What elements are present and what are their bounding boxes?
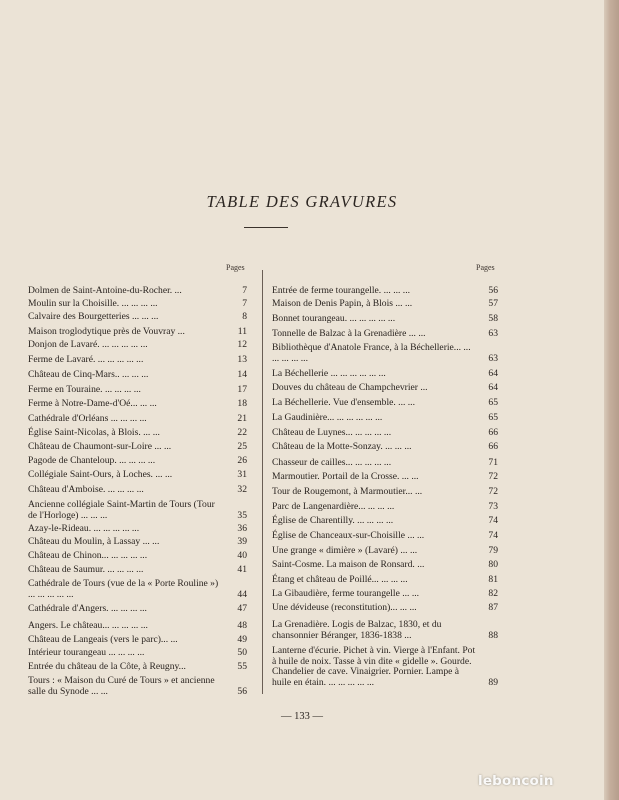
entry-title: Maison de Denis Papin, à Blois ... ... [272,298,413,309]
entry-page: 66 [488,441,498,452]
toc-entry [272,314,498,325]
toc-entry [28,442,247,453]
toc-entry [28,414,247,425]
entry-page: 35 [237,509,247,521]
toc-entry [28,428,247,439]
toc-entry [272,343,498,364]
toc-entry [28,648,247,659]
toc-entry [272,487,498,498]
page-number: — 133 — [281,711,323,722]
toc-entry [272,286,498,297]
entry-page: 8 [242,311,247,322]
entry-page: 14 [237,369,247,380]
entry-page: 87 [488,602,498,613]
entry-title: Douves du château de Champchevrier ... [272,382,428,393]
toc-entry [272,458,498,469]
entry-title: Moulin sur la Choisille. ... ... ... ... [28,298,158,309]
toc-entry [28,470,247,481]
entry-page: 25 [237,441,247,452]
entry-page: 26 [237,455,247,466]
toc-entry [28,537,247,548]
toc-entry [28,621,247,632]
entry-page: 74 [488,530,498,541]
entry-page: 65 [488,397,498,408]
pages-label-left: Pages [226,263,245,272]
toc-entry [272,398,498,409]
entry-page: 44 [237,588,247,600]
entry-page: 7 [242,285,247,296]
entry-title: Ferme de Lavaré. ... ... ... ... ... [28,354,144,365]
entry-page: 73 [488,501,498,512]
entry-title: Étang et château de Poillé... ... ... ... [272,574,408,585]
watermark: leboncoin [478,773,554,789]
toc-entry [28,299,247,310]
entry-title: Ferme en Touraine. ... ... ... ... [28,384,141,395]
entry-title: Château de Luynes... ... ... ... ... [272,427,392,438]
toc-entry [28,399,247,410]
entry-title: Château de Chinon... ... ... ... ... [28,550,148,561]
entry-title: Tour de Rougemont, à Marmoutier... ... [272,486,423,497]
entry-title: La Grenadière. Logis de Balzac, 1830, et du chansonnier Béranger, 1836-1838 ... [272,619,442,641]
toc-entry [28,312,247,323]
toc-entry [272,428,498,439]
toc-entry [272,620,498,641]
entry-title: Cathédrale d'Orléans ... ... ... ... [28,413,147,424]
entry-title: Angers. Le château... ... ... ... ... [28,620,148,631]
entry-page: 32 [237,484,247,495]
toc-entry [28,604,247,615]
entry-page: 11 [237,326,247,337]
entry-title: Bibliothèque d'Anatole France, à la Béchellerie... ... ... ... ... ... [272,342,471,364]
toc-entry [272,546,498,557]
entry-page: 63 [488,352,498,364]
toc-entry [272,502,498,513]
entry-page: 80 [488,559,498,570]
entry-page: 49 [237,634,247,645]
entry-title: La Béchellerie. Vue d'ensemble. ... ... [272,397,415,408]
entry-page: 41 [237,564,247,575]
entry-title: Parc de Langenardière... ... ... ... [272,501,395,512]
toc-entry [28,635,247,646]
entry-title: Une grange « dimière » (Lavaré) ... ... [272,545,418,556]
toc-entry [28,355,247,366]
entry-title: Cathédrale d'Angers. ... ... ... ... [28,603,147,614]
entry-title: Dolmen de Saint-Antoine-du-Rocher. ... [28,285,182,296]
entry-title: Saint-Cosme. La maison de Ronsard. ... [272,559,425,570]
entry-title: Église de Chanceaux-sur-Choisille ... ... [272,530,425,541]
entry-page: 31 [237,469,247,480]
column-divider [262,270,263,694]
book-edge [604,0,619,800]
entry-page: 50 [237,647,247,658]
entry-title: Château de Cinq-Mars.. ... ... ... [28,369,149,380]
entry-title: Château de Langeais (vers le parc)... ... [28,634,178,645]
entry-title: Chasseur de cailles... ... ... ... ... [272,457,392,468]
entry-title: Maison troglodytique près de Vouvray ... [28,326,185,337]
entry-page: 17 [237,384,247,395]
entry-title: Église de Charentilly. ... ... ... ... [272,515,394,526]
entry-page: 40 [237,550,247,561]
entry-title: Château d'Amboise. ... ... ... ... [28,484,144,495]
entry-page: 74 [488,515,498,526]
entry-page: 66 [488,427,498,438]
entry-page: 79 [488,545,498,556]
entry-page: 48 [237,620,247,631]
toc-entry [28,662,247,673]
entry-title: Une dévideuse (reconstitution)... ... ... [272,602,417,613]
entry-title: La Gibaudière, ferme tourangelle ... ... [272,588,420,599]
entry-title: La Gaudinière... ... ... ... ... ... [272,412,383,423]
toc-entry [272,299,498,310]
entry-page: 89 [488,676,498,688]
toc-entry [28,370,247,381]
toc-entry [28,676,247,697]
entry-title: Tours : « Maison du Curé de Tours » et ancienne salle du Synode ... ... [28,675,215,697]
title-rule [244,227,288,228]
entry-title: Château de Chaumont-sur-Loire ... ... [28,441,172,452]
entry-page: 56 [488,285,498,296]
entry-title: Lanterne d'écurie. Pichet à vin. Vierge à l'Enfant. Pot à huile de noix. Tasse à vin dite « gidelle ». Gourde. Chandelier de cave. Vinaigrier. Pornier. Lampe à huile en étain. ... ... ... ... ... [272,645,476,688]
entry-title: Ancienne collégiale Saint-Martin de Tours (Tour de l'Horloge) ... ... ... [28,499,215,521]
page-title: TABLE DES GRAVURES [206,192,398,211]
toc-entry [28,340,247,351]
toc-entry [272,383,498,394]
entry-title: Château du Moulin, à Lassay ... ... [28,536,160,547]
entry-page: 47 [237,603,247,614]
entry-page: 39 [237,536,247,547]
toc-entry [28,524,247,535]
entry-title: Château de Saumur. ... ... ... ... [28,564,144,575]
entry-page: 22 [237,427,247,438]
entry-page: 58 [488,313,498,324]
entry-page: 71 [488,457,498,468]
entry-title: Pagode de Chanteloup. ... ... ... ... [28,455,156,466]
toc-entry [28,565,247,576]
toc-entry [28,327,247,338]
entry-title: Entrée du château de la Côte, à Reugny... [28,661,186,672]
entry-page: 82 [488,588,498,599]
toc-entry [28,485,247,496]
entry-title: Cathédrale de Tours (vue de la « Porte Rouline ») ... ... ... ... ... [28,578,219,600]
entry-title: Château de la Motte-Sonzay. ... ... ... [272,441,412,452]
toc-entry [28,551,247,562]
entry-page: 57 [488,298,498,309]
toc-entry [28,385,247,396]
entry-title: Église Saint-Nicolas, à Blois. ... ... [28,427,160,438]
toc-entry [272,603,498,614]
toc-entry [28,286,247,297]
entry-title: Bonnet tourangeau. ... ... ... ... ... [272,313,396,324]
entry-page: 63 [488,328,498,339]
entry-title: Entrée de ferme tourangelle. ... ... ... [272,285,410,296]
entry-page: 21 [237,413,247,424]
toc-entry [272,442,498,453]
entry-title: Intérieur tourangeau ... ... ... ... [28,647,145,658]
entry-page: 72 [488,486,498,497]
entry-page: 88 [488,629,498,641]
entry-page: 64 [488,382,498,393]
toc-entry [272,560,498,571]
entry-title: Ferme à Notre-Dame-d'Oé... ... ... [28,398,157,409]
entry-page: 64 [488,368,498,379]
entry-title: Azay-le-Rideau. ... ... ... ... ... [28,523,140,534]
toc-entry [272,589,498,600]
entry-page: 13 [237,354,247,365]
entry-page: 81 [488,574,498,585]
toc-entry [272,646,498,688]
entry-page: 56 [237,685,247,697]
entry-title: Tonnelle de Balzac à la Grenadière ... ... [272,328,426,339]
toc-entry [272,531,498,542]
entry-page: 72 [488,471,498,482]
toc-entry [272,472,498,483]
toc-entry [272,329,498,340]
toc-entry [272,575,498,586]
entry-title: Marmoutier. Portail de la Crosse. ... ... [272,471,419,482]
toc-entry [28,579,247,600]
entry-page: 36 [237,523,247,534]
entry-page: 55 [237,661,247,672]
toc-entry [28,500,247,521]
entry-title: La Béchellerie ... ... ... ... ... ... [272,368,386,379]
toc-entry [272,413,498,424]
entry-title: Calvaire des Bourgetteries ... ... ... [28,311,159,322]
entry-page: 65 [488,412,498,423]
entry-title: Collégiale Saint-Ours, à Loches. ... ... [28,469,173,480]
entry-page: 18 [237,398,247,409]
toc-entry [272,369,498,380]
pages-label-right: Pages [476,263,495,272]
toc-entry [272,516,498,527]
entry-page: 7 [242,298,247,309]
toc-entry [28,456,247,467]
entry-title: Donjon de Lavaré. ... ... ... ... ... [28,339,148,350]
entry-page: 12 [237,339,247,350]
